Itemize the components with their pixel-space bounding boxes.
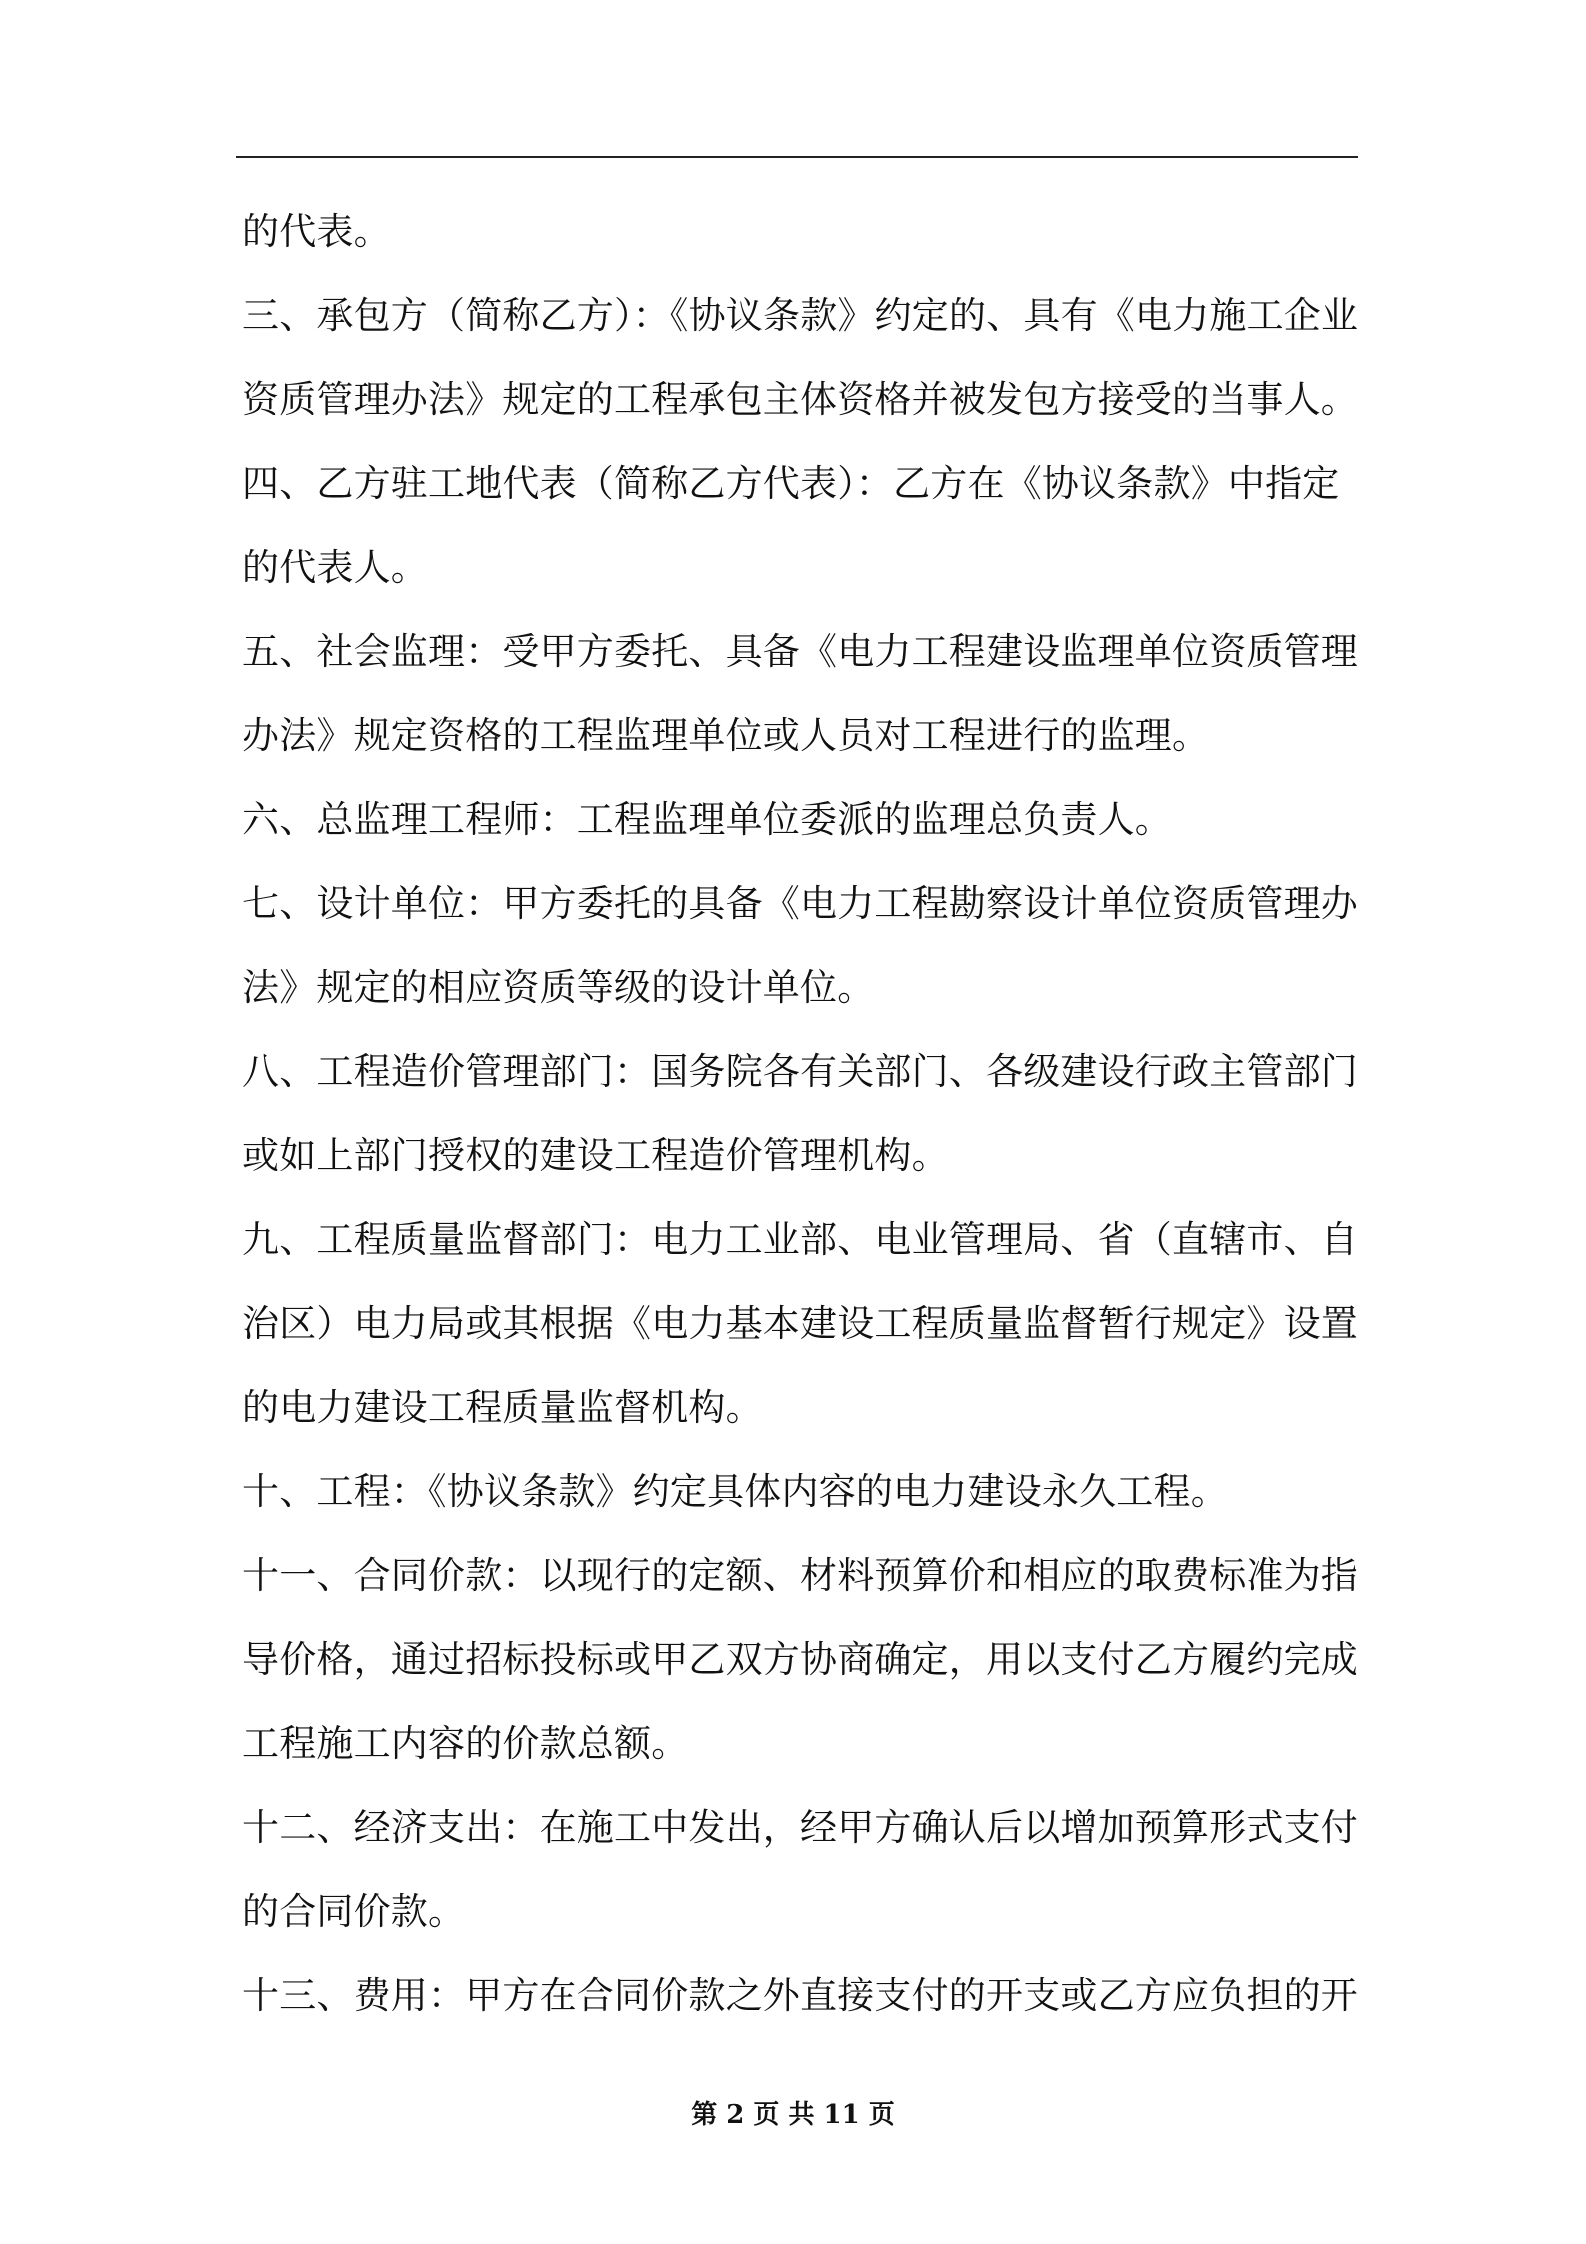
text-line: 五、社会监理：受甲方委托、具备《电力工程建设监理单位资质管理 [242, 630, 1358, 673]
text-line: 的代表人。 [242, 546, 428, 589]
document-body [242, 190, 1360, 2038]
text-line: 四、乙方驻工地代表（简称乙方代表）：乙方在《协议条款》中指定 [242, 462, 1340, 505]
text-line: 的合同价款。 [242, 1890, 466, 1933]
page-footer [0, 2094, 1586, 2131]
text-line: 十二、经济支出：在施工中发出，经甲方确认后以增加预算形式支付 [242, 1806, 1358, 1849]
text-line: 办法》规定资格的工程监理单位或人员对工程进行的监理。 [242, 714, 1210, 757]
text-line: 十三、费用：甲方在合同价款之外直接支付的开支或乙方应负担的开 [242, 1974, 1358, 2017]
text-line: 九、工程质量监督部门：电力工业部、电业管理局、省（直辖市、自 [242, 1218, 1358, 1261]
text-line: 的电力建设工程质量监督机构。 [242, 1386, 763, 1429]
text-line: 十一、合同价款：以现行的定额、材料预算价和相应的取费标准为指 [242, 1554, 1358, 1597]
text-line: 八、工程造价管理部门：国务院各有关部门、各级建设行政主管部门 [242, 1050, 1358, 1093]
text-line: 的代表。 [242, 210, 391, 253]
text-line: 资质管理办法》规定的工程承包主体资格并被发包方接受的当事人。 [242, 378, 1358, 421]
text-line: 治区）电力局或其根据《电力基本建设工程质量监督暂行规定》设置 [242, 1302, 1358, 1345]
page-number-label: 第 2 页 共 11 页 [691, 2100, 895, 2130]
text-line: 法》规定的相应资质等级的设计单位。 [242, 966, 875, 1009]
text-line: 工程施工内容的价款总额。 [242, 1722, 689, 1765]
text-line: 十、工程：《协议条款》约定具体内容的电力建设永久工程。 [242, 1470, 1228, 1513]
text-line: 三、承包方（简称乙方）：《协议条款》约定的、具有《电力施工企业 [242, 294, 1359, 337]
header-rule [236, 156, 1358, 158]
text-line: 或如上部门授权的建设工程造价管理机构。 [242, 1134, 949, 1177]
text-line: 六、总监理工程师：工程监理单位委派的监理总负责人。 [242, 798, 1172, 841]
text-line: 七、设计单位：甲方委托的具备《电力工程勘察设计单位资质管理办 [242, 882, 1358, 925]
text-line: 导价格，通过招标投标或甲乙双方协商确定，用以支付乙方履约完成 [242, 1638, 1358, 1681]
